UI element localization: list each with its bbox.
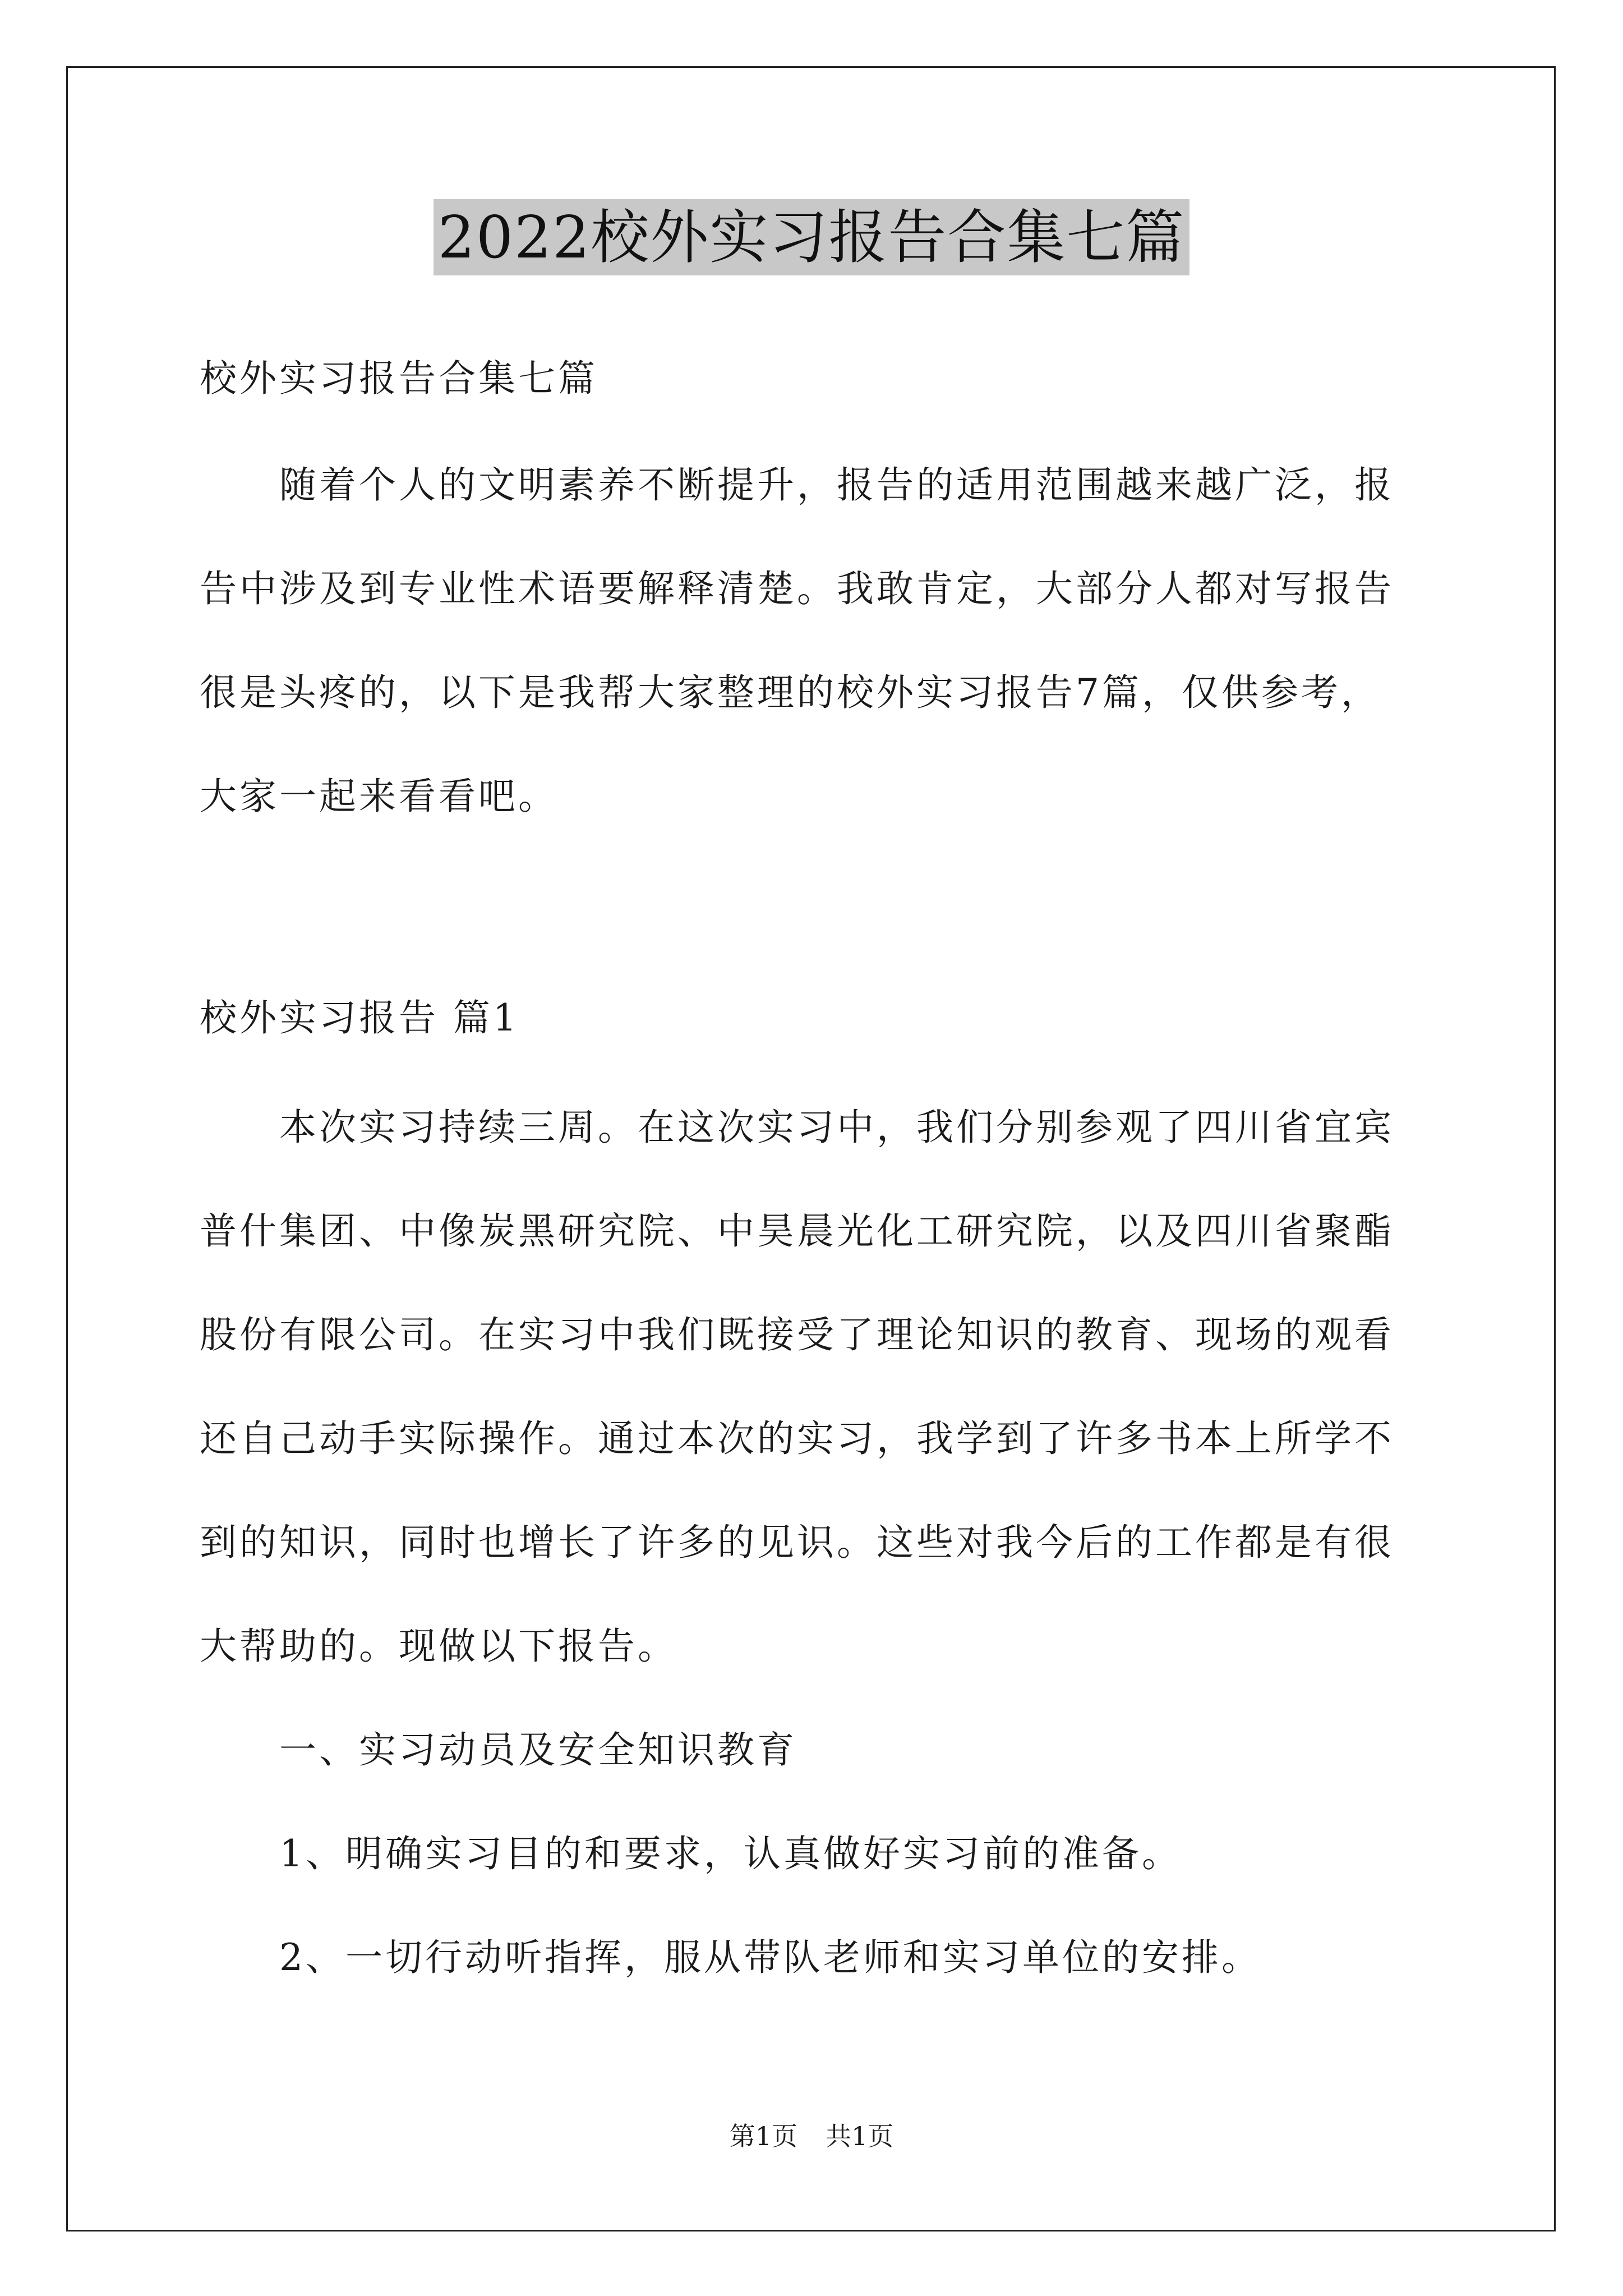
page-total: 共1页 xyxy=(826,2121,894,2151)
document-title: 2022校外实习报告合集七篇 xyxy=(434,199,1190,275)
list-item-1: 1、明确实习目的和要求，认真做好实习前的准备。 xyxy=(279,1832,1182,1875)
body-line-3: 股份有限公司。在实习中我们既接受了理论知识的教育、现场的观看 xyxy=(200,1313,1394,1356)
intro-line-4: 大家一起来看看吧。 xyxy=(200,775,558,818)
title-container xyxy=(0,199,1623,275)
intro-line-1: 随着个人的文明素养不断提升，报告的适用范围越来越广泛，报 xyxy=(279,463,1394,507)
subtitle: 校外实习报告合集七篇 xyxy=(200,357,598,400)
body-line-4: 还自己动手实际操作。通过本次的实习，我学到了许多书本上所学不 xyxy=(200,1417,1394,1460)
list-item-2: 2、一切行动听指挥，服从带队老师和实习单位的安排。 xyxy=(279,1936,1261,1979)
body-line-5: 到的知识，同时也增长了许多的见识。这些对我今后的工作都是有很 xyxy=(200,1521,1394,1564)
list-heading: 一、实习动员及安全知识教育 xyxy=(279,1728,797,1772)
intro-line-2: 告中涉及到专业性术语要解释清楚。我敢肯定，大部分人都对写报告 xyxy=(200,567,1394,610)
body-line-1: 本次实习持续三周。在这次实习中，我们分别参观了四川省宜宾 xyxy=(279,1106,1394,1149)
intro-line-3: 很是头疼的，以下是我帮大家整理的校外实习报告7篇，仅供参考， xyxy=(200,671,1381,714)
page-number: 第1页 xyxy=(729,2121,797,2151)
section-heading: 校外实习报告 篇1 xyxy=(200,996,519,1039)
page-footer xyxy=(0,2119,1623,2153)
body-line-6: 大帮助的。现做以下报告。 xyxy=(200,1625,677,1668)
body-line-2: 普什集团、中像炭黑研究院、中昊晨光化工研究院，以及四川省聚酯 xyxy=(200,1209,1394,1253)
